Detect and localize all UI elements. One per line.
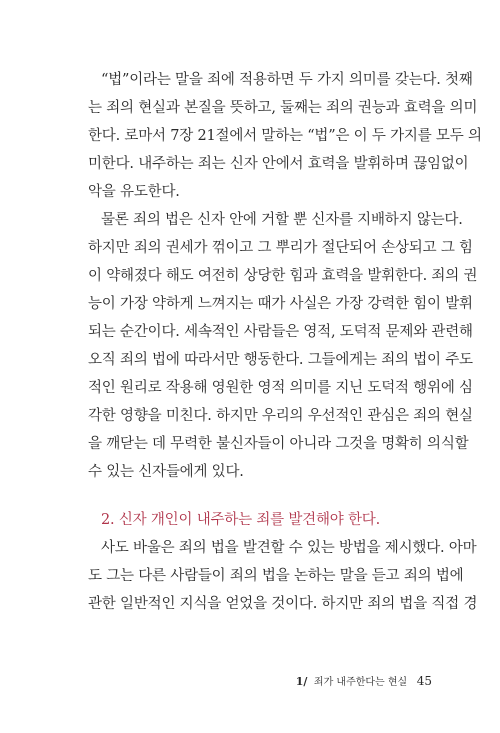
paragraph2-line-3: 이 약해졌다 해도 여전히 상당한 힘과 효력을 발휘한다. 죄의 권	[88, 268, 478, 284]
paragraph2-line-6: 오직 죄의 법에 따라서만 행동한다. 그들에게는 죄의 법이 주도	[88, 352, 473, 368]
paragraph1-line-2: 는 죄의 현실과 본질을 뜻하고, 둘째는 죄의 권능과 효력을 의미	[88, 100, 478, 116]
paragraph1-line-5: 악을 유도한다.	[88, 184, 180, 200]
page-number: 45	[416, 674, 432, 688]
paragraph2-line-10: 수 있는 신자들에게 있다.	[88, 464, 244, 480]
page-footer	[296, 673, 432, 688]
footer-chapter-title: 죄가 내주한다는 현실	[313, 677, 408, 688]
paragraph2-line-5: 되는 순간이다. 세속적인 사람들은 영적, 도덕적 문제와 관련해	[88, 324, 473, 340]
paragraph2-line-7: 적인 원리로 작용해 영원한 영적 의미를 지닌 도덕적 행위에 심	[88, 380, 473, 396]
paragraph3-line-2: 도 그는 다른 사람들이 죄의 법을 논하는 말을 듣고 죄의 법에	[88, 568, 464, 584]
paragraph2-line-8: 각한 영향을 미친다. 하지만 우리의 우선적인 관심은 죄의 현실	[88, 408, 473, 424]
paragraph2-line-1: 물론 죄의 법은 신자 안에 거할 뿐 신자를 지배하지 않는다.	[101, 212, 463, 228]
paragraph1-line-4: 미한다. 내주하는 죄는 신자 안에서 효력을 발휘하며 끊임없이	[88, 156, 469, 172]
section-heading: 2. 신자 개인이 내주하는 죄를 발견해야 한다.	[101, 512, 381, 528]
paragraph2-line-4: 능이 가장 약하게 느껴지는 때가 사실은 가장 강력한 힘이 발휘	[88, 296, 473, 312]
footer-chapter-number: 1/	[295, 675, 308, 688]
paragraph3-line-3: 관한 일반적인 지식을 얻었을 것이다. 하지만 죄의 법을 직접 경	[88, 596, 478, 612]
paragraph2-line-9: 을 깨닫는 데 무력한 불신자들이 아니라 그것을 명확히 의식할	[88, 436, 469, 452]
paragraph1-line-1: “법”이라는 말을 죄에 적용하면 두 가지 의미를 갖는다. 첫째	[101, 72, 473, 88]
paragraph2-line-2: 하지만 죄의 권세가 꺾이고 그 뿌리가 절단되어 손상되고 그 힘	[88, 240, 473, 256]
paragraph1-line-3: 한다. 로마서 7장 21절에서 말하는 “법”은 이 두 가지를 모두 의	[88, 128, 482, 144]
paragraph3-line-1: 사도 바울은 죄의 법을 발견할 수 있는 방법을 제시했다. 아마	[101, 540, 477, 556]
